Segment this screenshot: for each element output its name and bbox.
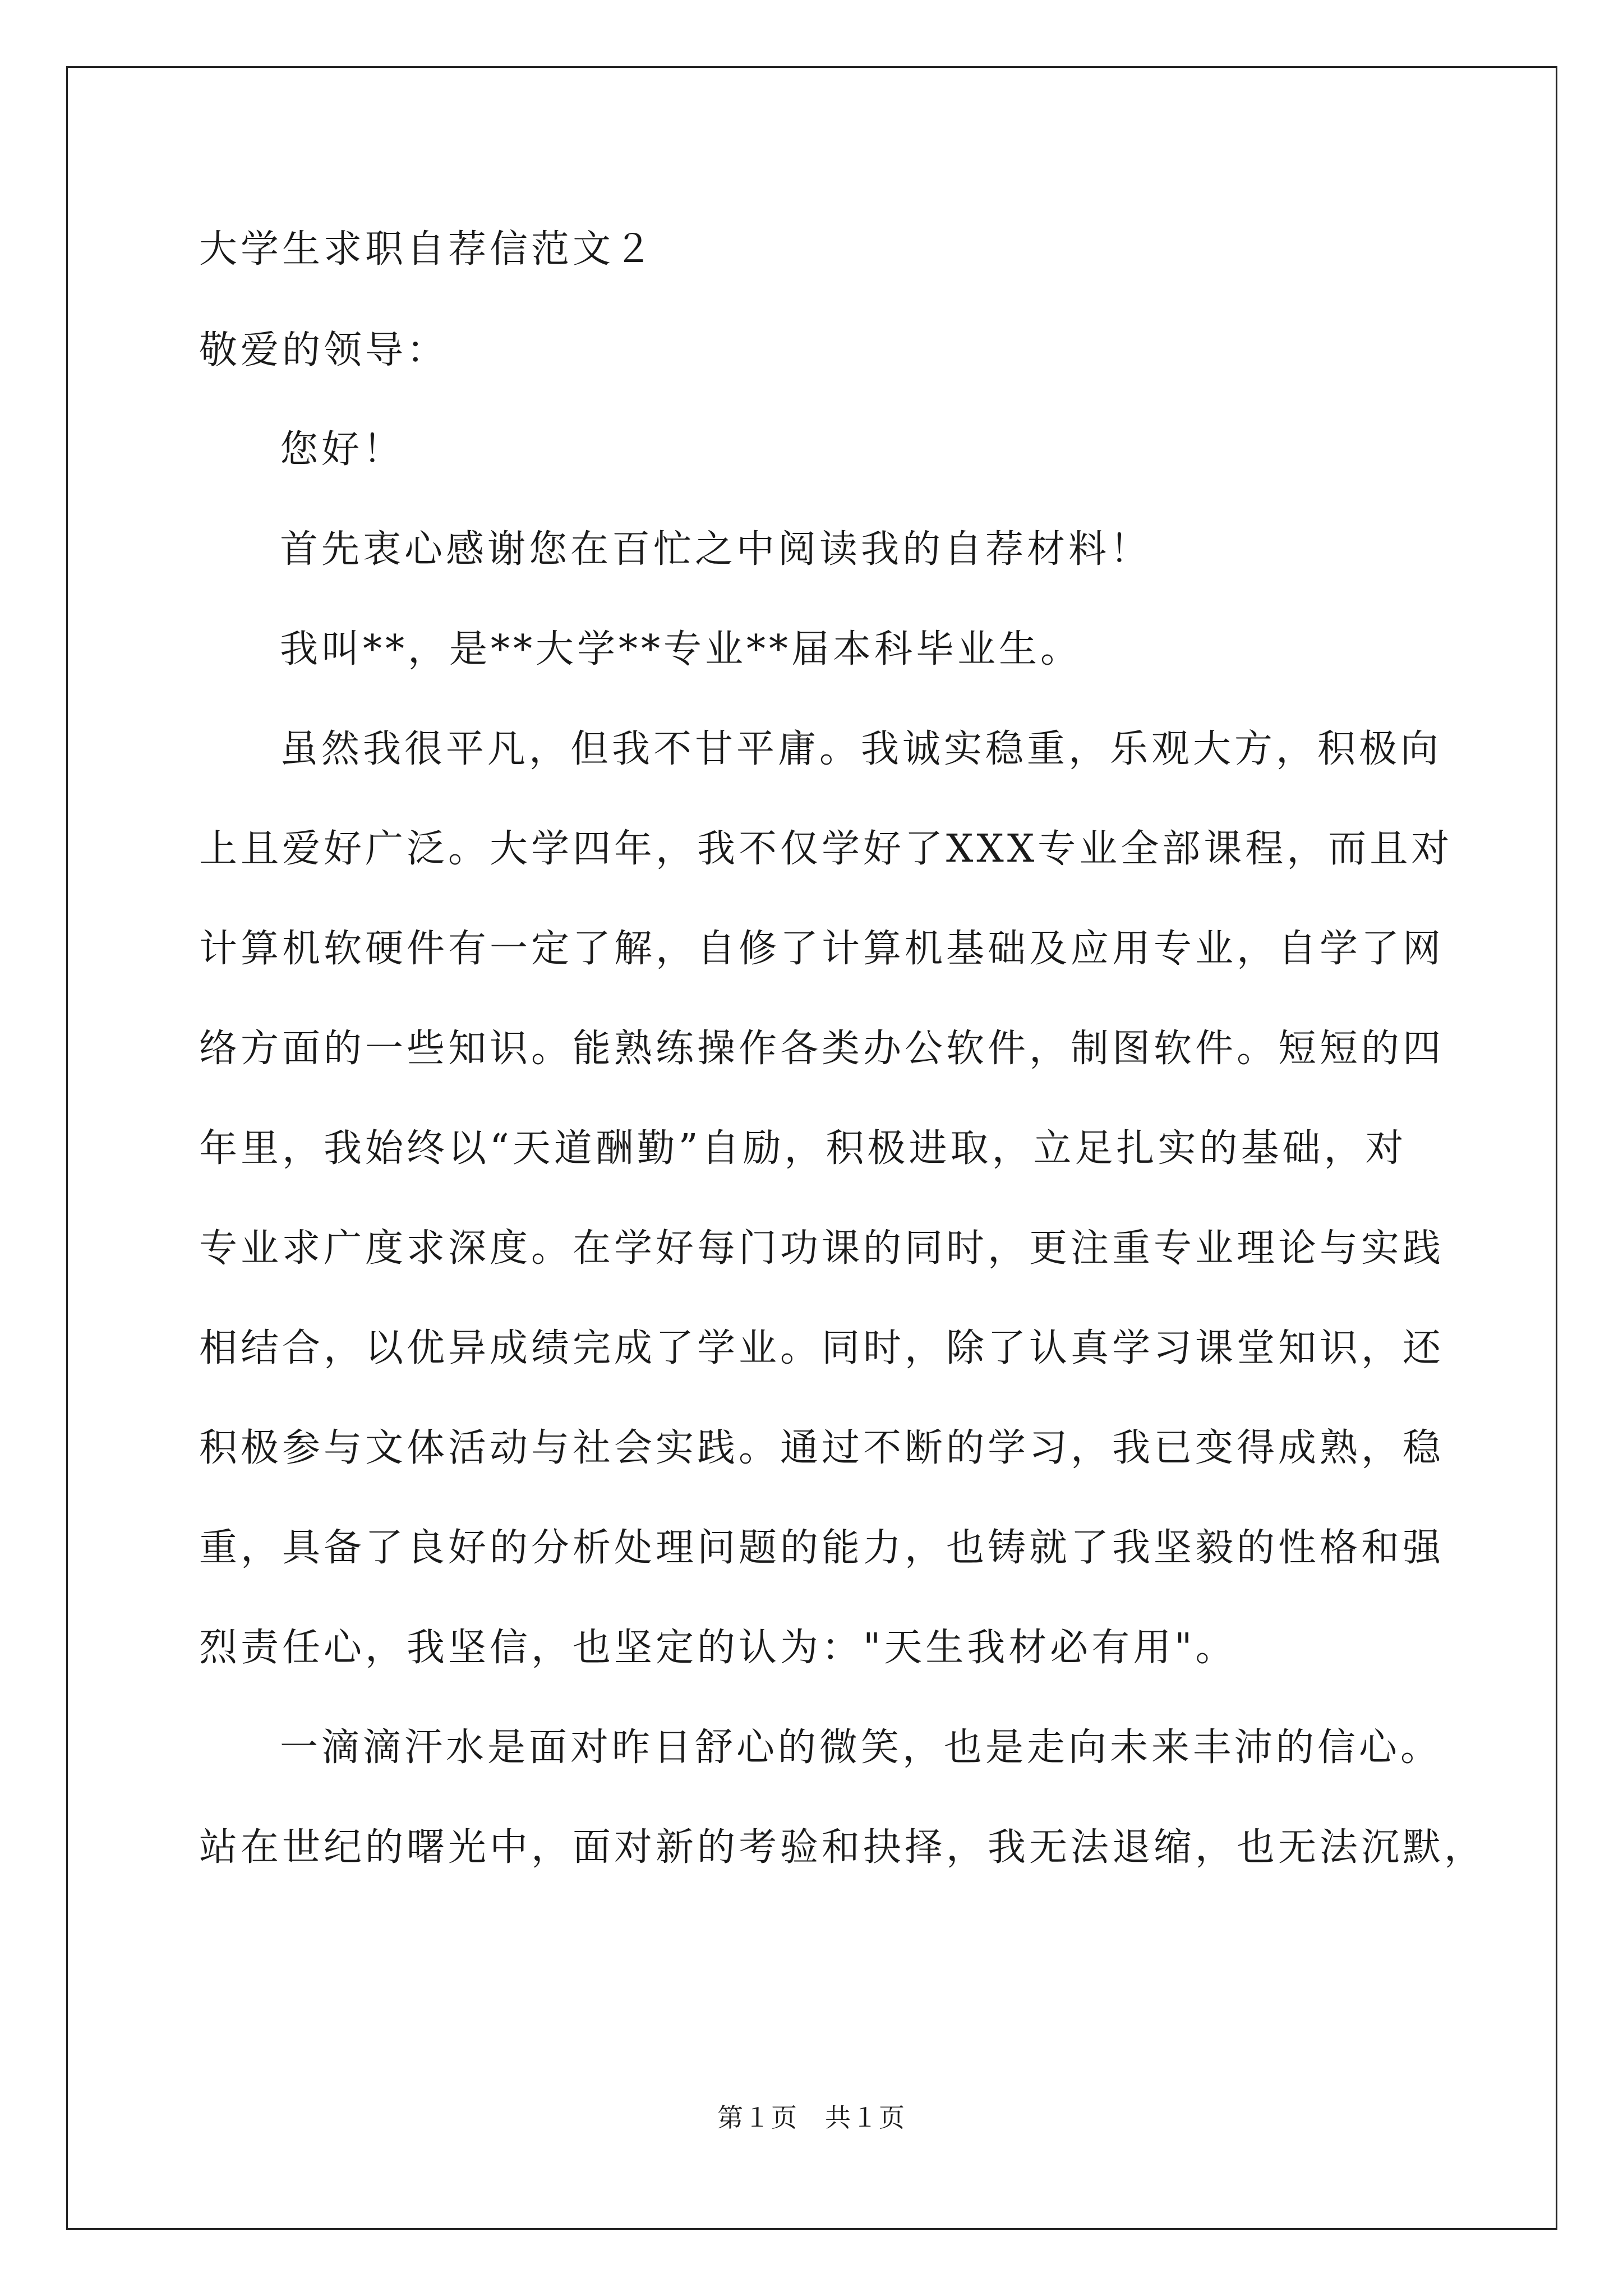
paragraph-line: 站在世纪的曙光中，面对新的考验和抉择，我无法退缩，也无法沉默， — [199, 1825, 1486, 1870]
document-title: 大学生求职自荐信范文２ — [199, 227, 656, 272]
paragraph-line: 专业求广度求深度。在学好每门功课的同时，更注重专业理论与实践 — [199, 1226, 1445, 1271]
paragraph-line: 年里，我始终以“天道酬勤”自励，积极进取，立足扎实的基础，对 — [199, 1126, 1407, 1171]
paragraph-line: 络方面的一些知识。能熟练操作各类办公软件，制图软件。短短的四 — [199, 1027, 1445, 1071]
paragraph-line: 计算机软硬件有一定了解，自修了计算机基础及应用专业，自学了网 — [199, 927, 1445, 971]
paragraph-line: 上且爱好广泛。大学四年，我不仅学好了XXX专业全部课程，而且对 — [199, 827, 1453, 871]
paragraph-line: 重，具备了良好的分析处理问题的能力，也铸就了我坚毅的性格和强 — [199, 1526, 1445, 1570]
paragraph-line: 虽然我很平凡，但我不甘平庸。我诚实稳重，乐观大方，积极向 — [280, 727, 1442, 771]
paragraph-line: 我叫**，是**大学**专业**届本科毕业生。 — [280, 627, 1082, 671]
paragraph-line: 相结合，以优异成绩完成了学业。同时，除了认真学习课堂知识，还 — [199, 1326, 1445, 1370]
paragraph-line: 烈责任心，我坚信，也坚定的认为："天生我材必有用"。 — [199, 1626, 1237, 1670]
page-number-footer: 第１页 共１页 — [717, 2102, 906, 2133]
paragraph-line: 一滴滴汗水是面对昨日舒心的微笑，也是走向未来丰沛的信心。 — [280, 1726, 1442, 1770]
paragraph-line: 积极参与文体活动与社会实践。通过不断的学习，我已变得成熟，稳 — [199, 1426, 1445, 1470]
paragraph-line: 首先衷心感谢您在百忙之中阅读我的自荐材料！ — [280, 527, 1152, 572]
salutation: 敬爱的领导： — [199, 328, 449, 372]
greeting: 您好！ — [280, 427, 405, 472]
